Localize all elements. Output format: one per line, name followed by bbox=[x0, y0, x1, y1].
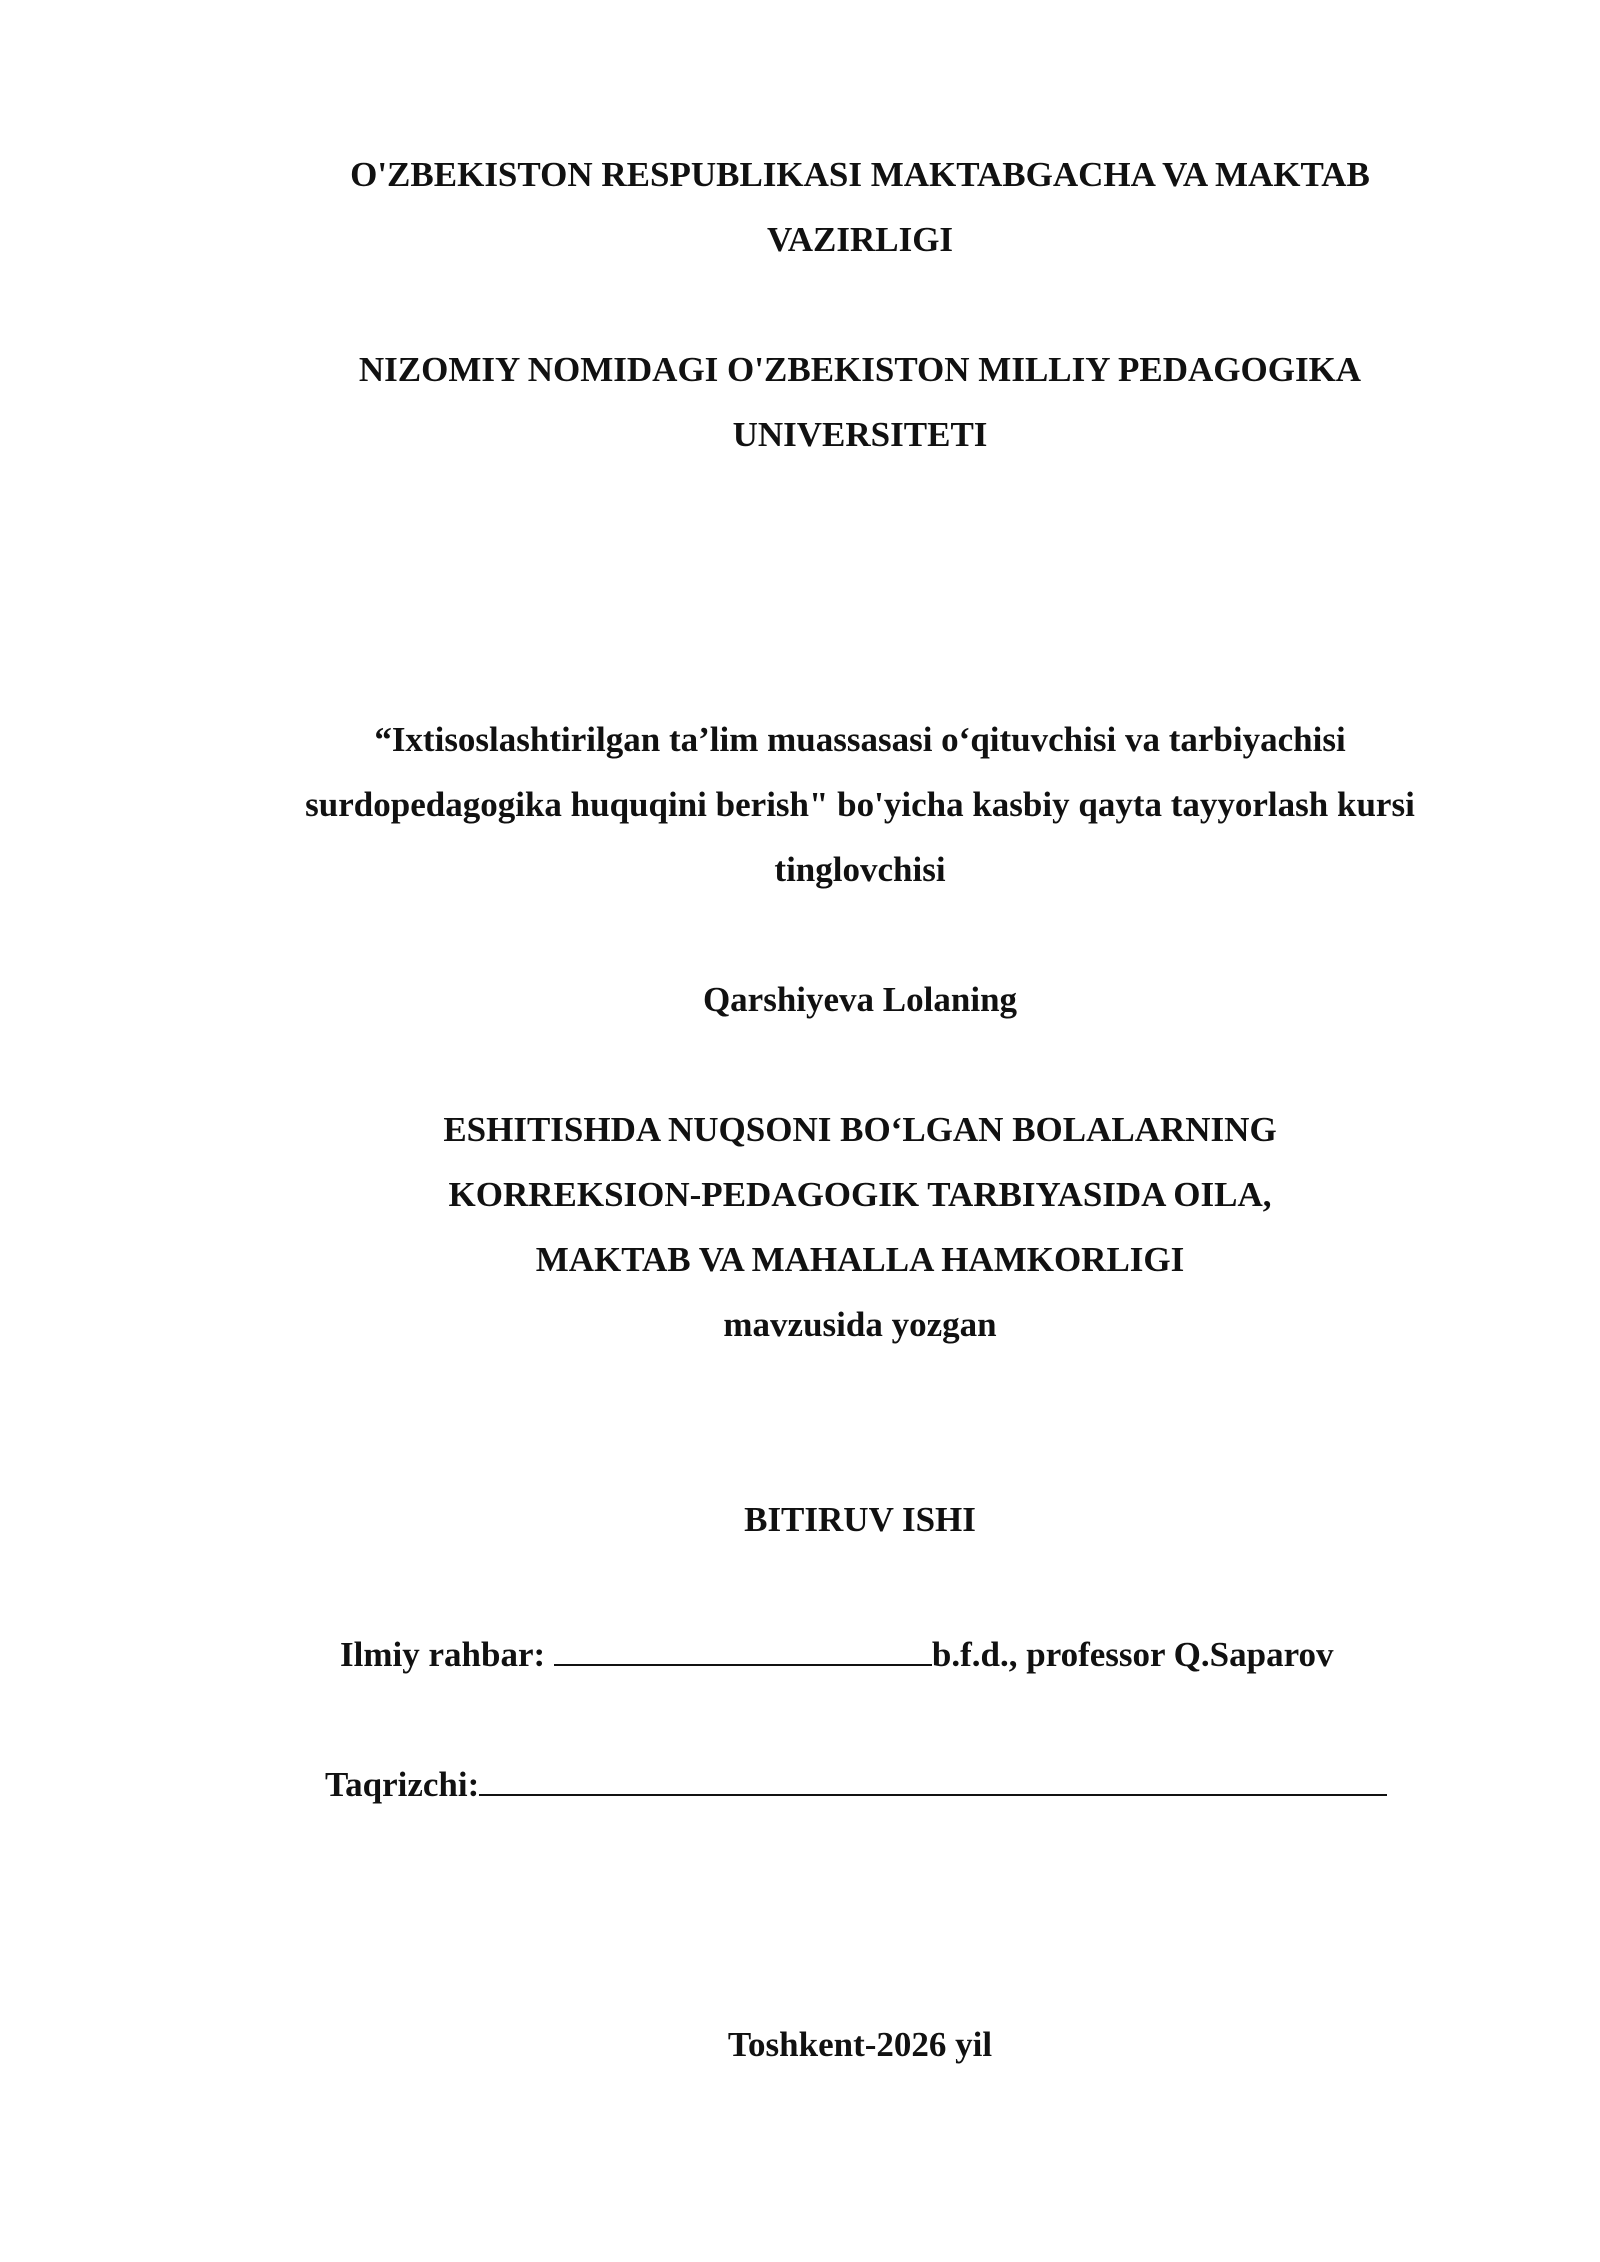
university-title-line-1: NIZOMIY NOMIDAGI O'ZBEKISTON MILLIY PEDAGOGIKA bbox=[358, 350, 1362, 389]
ministry-title-line-1: O'ZBEKISTON RESPUBLIKASI MAKTABGACHA VA MAKTAB bbox=[350, 155, 1370, 194]
ministry-title-line-2: VAZIRLIGI bbox=[766, 220, 954, 259]
author-name: Qarshiyeva Lolaning bbox=[702, 980, 1018, 1019]
supervisor-row bbox=[340, 1630, 1334, 1675]
reviewer-signature-blank bbox=[479, 1760, 1387, 1796]
topic-line-4: mavzusida yozgan bbox=[723, 1305, 997, 1344]
course-description-line-1: “Ixtisoslashtirilgan ta’lim muassasasi o‘qituvchisi va tarbiyachisi bbox=[374, 720, 1346, 759]
supervisor-label: Ilmiy rahbar: bbox=[340, 1635, 554, 1674]
course-description-line-2: surdopedagogika huquqini berish" bo'yicha kasbiy qayta tayyorlash kursi bbox=[305, 785, 1415, 824]
supervisor-signature-blank bbox=[554, 1630, 932, 1666]
topic-line-1: ESHITISHDA NUQSONI BO‘LGAN BOLALARNING bbox=[443, 1110, 1277, 1149]
city-year-footer: Toshkent-2026 yil bbox=[727, 2025, 993, 2064]
topic-line-2: KORREKSION-PEDAGOGIK TARBIYASIDA OILA, bbox=[448, 1175, 1272, 1214]
reviewer-label: Taqrizchi: bbox=[325, 1765, 480, 1804]
topic-line-3: MAKTAB VA MAHALLA HAMKORLIGI bbox=[535, 1240, 1185, 1279]
reviewer-row bbox=[325, 1760, 1387, 1805]
university-title-line-2: UNIVERSITETI bbox=[732, 415, 988, 454]
course-description-line-3: tinglovchisi bbox=[774, 850, 946, 889]
supervisor-name: b.f.d., professor Q.Saparov bbox=[931, 1635, 1334, 1674]
work-type-heading: BITIRUV ISHI bbox=[744, 1500, 976, 1539]
